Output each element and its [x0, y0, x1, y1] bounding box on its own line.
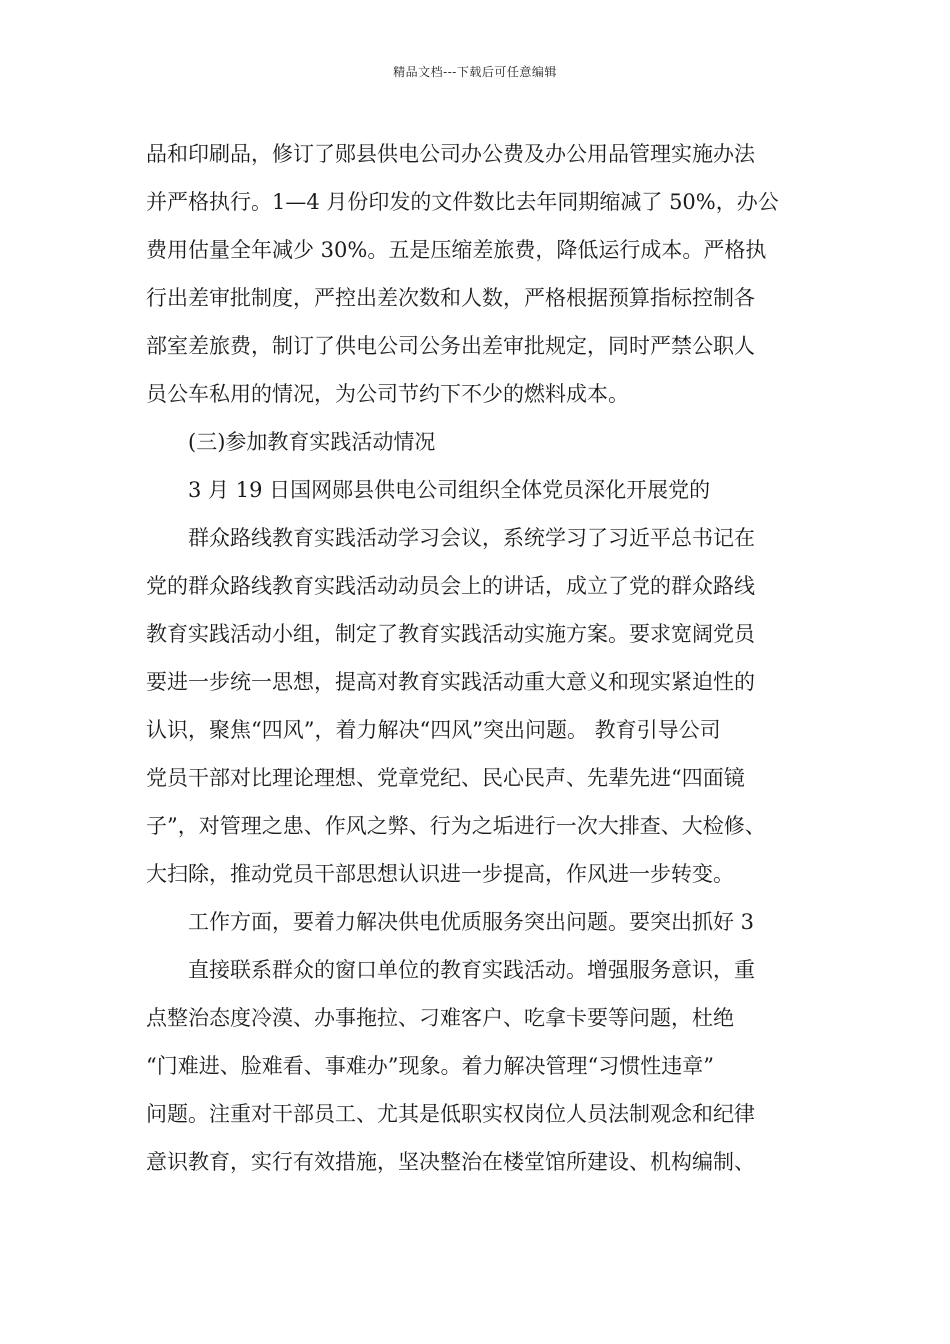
text-line: “门难进、脸难看、事难办”现象。着力解决管理“习惯性违章”: [146, 1054, 714, 1078]
text-line: 党的群众路线教育实践活动动员会上的讲话，成立了党的群众路线: [146, 574, 755, 598]
text-line: 费用估量全年减少 30%。五是压缩差旅费，降低运行成本。严格执: [146, 238, 767, 262]
text-line: 员公车私用的情况，为公司节约下不少的燃料成本。: [146, 382, 629, 406]
text-line: 要进一步统一思想，提高对教育实践活动重大意义和现实紧迫性的: [146, 670, 755, 694]
text-line: 认识，聚焦“四风”，着力解决“四风”突出问题。 教育引导公司: [146, 718, 721, 742]
text-line: 3 月 19 日国网郧县供电公司组织全体党员深化开展党的: [188, 478, 711, 502]
text-line: 子”，对管理之患、作风之弊、行为之垢进行一次大排查、大检修、: [146, 814, 766, 838]
text-line: 大扫除，推动党员干部思想认识进一步提高，作风进一步转变。: [146, 862, 734, 886]
text-line: 部室差旅费，制订了供电公司公务出差审批规定，同时严禁公职人: [146, 334, 755, 358]
document-body: [146, 130, 808, 1186]
text-line: 直接联系群众的窗口单位的教育实践活动。增强服务意识，重: [188, 958, 755, 982]
text-line: 问题。注重对干部员工、尤其是低职实权岗位人员法制观念和纪律: [146, 1102, 755, 1126]
text-line: 教育实践活动小组，制定了教育实践活动实施方案。要求宽阔党员: [146, 622, 755, 646]
page-header: 精品文档---下载后可任意编辑: [393, 65, 557, 79]
section-heading: (三)参加教育实践活动情况: [188, 430, 436, 454]
text-line: 行出差审批制度，严控出差次数和人数，严格根据预算指标控制各: [146, 286, 755, 310]
text-line: 党员干部对比理论理想、党章党纪、民心民声、先辈先进“四面镜: [146, 766, 745, 790]
text-line: 群众路线教育实践活动学习会议，系统学习了习近平总书记在: [188, 526, 755, 550]
text-line: 点整治态度冷漠、办事拖拉、刁难客户、吃拿卡要等问题，杜绝: [146, 1006, 734, 1030]
text-line: 工作方面，要着力解决供电优质服务突出问题。要突出抓好 3: [188, 910, 755, 934]
text-line: 意识教育，实行有效措施，坚决整治在楼堂馆所建设、机构编制、: [146, 1150, 755, 1174]
text-line: 并严格执行。1—4 月份印发的文件数比去年同期缩减了 50%，办公: [146, 190, 779, 214]
text-line: 品和印刷品，修订了郧县供电公司办公费及办公用品管理实施办法: [146, 142, 755, 166]
